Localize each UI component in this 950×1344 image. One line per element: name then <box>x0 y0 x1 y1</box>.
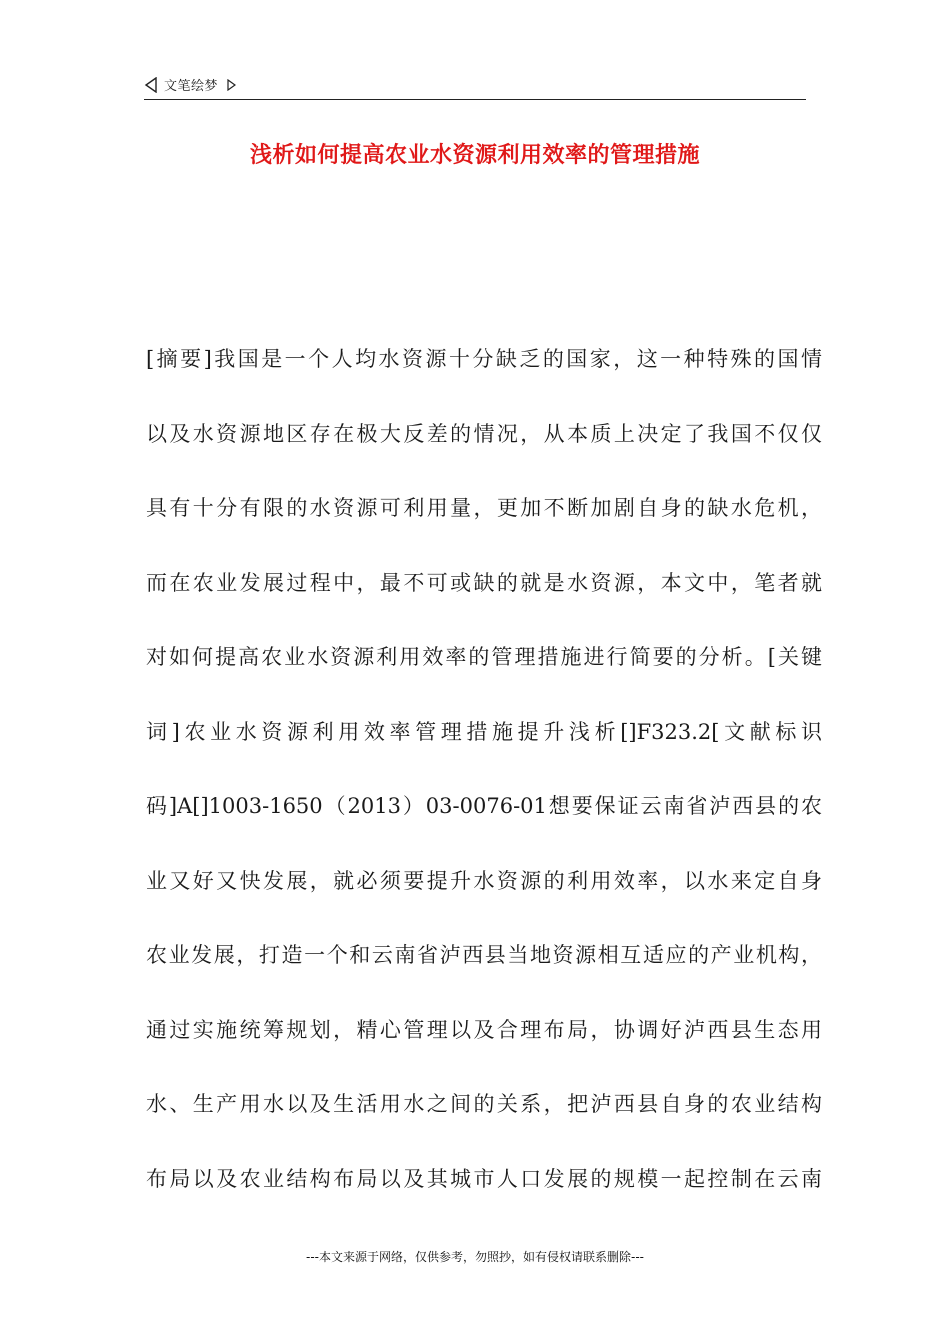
document-title: 浅析如何提高农业水资源利用效率的管理措施 <box>249 143 700 168</box>
body-line: 对如何提高农业水资源利用效率的管理措施进行简要的分析。[关键 <box>146 645 822 669</box>
body-line: 词]农业水资源利用效率管理措施提升浅析[]F323.2[文献标识 <box>146 719 822 744</box>
body-line: 具有十分有限的水资源可利用量，更加不断加剧自身的缺水危机， <box>146 496 822 520</box>
body-line: [摘要]我国是一个人均水资源十分缺乏的国家，这一种特殊的国情 <box>146 347 822 371</box>
body-line: 通过实施统筹规划，精心管理以及合理布局，协调好泸西县生态用 <box>146 1017 822 1042</box>
document-body <box>146 322 822 1216</box>
body-line: 农业发展，打造一个和云南省泸西县当地资源相互适应的产业机构， <box>146 943 822 967</box>
triangle-right-icon <box>226 79 236 91</box>
page-header <box>144 73 806 100</box>
triangle-left-icon <box>144 77 158 93</box>
body-line: 码]A[]1003-1650（2013）03-0076-01想要保证云南省泸西县的农 <box>146 794 822 818</box>
body-line: 布局以及农业结构布局以及其城市人口发展的规模一起控制在云南 <box>146 1166 822 1191</box>
brand <box>144 75 236 94</box>
body-line: 以及水资源地区存在极大反差的情况，从本质上决定了我国不仅仅 <box>146 421 822 446</box>
body-line: 业又好又快发展，就必须要提升水资源的利用效率，以水来定自身 <box>146 868 822 893</box>
brand-name: 文笔绘梦 <box>164 79 219 94</box>
body-line: 而在农业发展过程中，最不可或缺的就是水资源，本文中，笔者就 <box>146 570 822 595</box>
page-footer: ---本文来源于网络，仅供参考，勿照抄，如有侵权请联系删除--- <box>306 1250 644 1264</box>
body-line: 水、生产用水以及生活用水之间的关系，把泸西县自身的农业结构 <box>146 1092 822 1116</box>
